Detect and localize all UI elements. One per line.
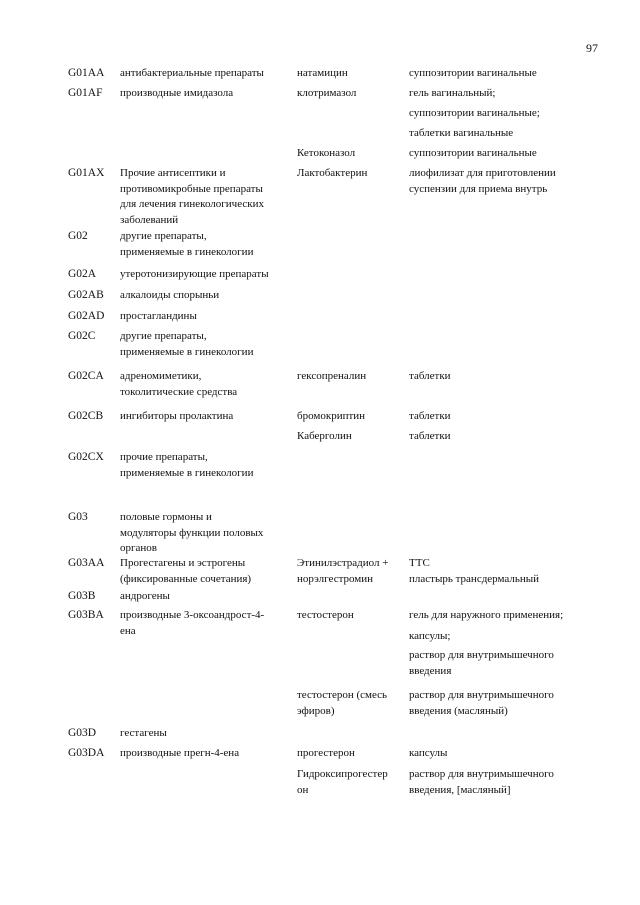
- dosage-form: суппозитории вагинальные: [409, 67, 537, 79]
- dosage-form: капсулы: [409, 747, 448, 759]
- group-name: производные имидазола: [120, 87, 234, 99]
- atc-code: G03AA: [68, 557, 105, 569]
- group-name: гестагены: [120, 727, 167, 739]
- dosage-form: таблетки: [409, 370, 451, 382]
- atc-code: G01AX: [68, 167, 105, 179]
- drug-name: Этинилэстрадиол + норэлгестромин: [297, 557, 389, 585]
- atc-code: G02: [68, 230, 88, 242]
- group-name: половые гормоны и модуляторы функции половых органов: [120, 511, 264, 554]
- group-name: прочие препараты, применяемые в гинекологии: [120, 451, 254, 479]
- drug-name: тестостерон (смесь эфиров): [297, 689, 388, 717]
- atc-code: G03DA: [68, 747, 105, 759]
- group-name: Прогестагены и эстрогены (фиксированные сочетания): [120, 557, 252, 585]
- group-name: простагландины: [120, 310, 197, 322]
- drug-name: Кетоконазол: [297, 147, 356, 159]
- dosage-form: гель для наружного применения;: [409, 609, 564, 621]
- drug-name: клотримазол: [297, 87, 357, 99]
- group-name: ингибиторы пролактина: [120, 410, 234, 422]
- dosage-form: ТТС пластырь трансдермальный: [409, 557, 540, 585]
- drug-name: Гидроксипрогестер он: [297, 768, 388, 796]
- group-name: другие препараты, применяемые в гинекологии: [120, 330, 254, 358]
- atc-code: G02AD: [68, 310, 105, 322]
- dosage-form: гель вагинальный;: [409, 87, 496, 99]
- atc-code: G02CX: [68, 451, 104, 463]
- atc-code: G02AB: [68, 289, 104, 301]
- group-name: алкалоиды спорыньи: [120, 289, 220, 301]
- atc-code: G03D: [68, 727, 97, 739]
- dosage-form: суппозитории вагинальные;: [409, 107, 540, 119]
- group-name: антибактериальные препараты: [120, 67, 264, 79]
- atc-code: G02C: [68, 330, 96, 342]
- atc-code: G01AF: [68, 87, 103, 99]
- atc-code: G02A: [68, 268, 97, 280]
- atc-code: G03B: [68, 590, 96, 602]
- group-name: адреномиметики, токолитические средства: [120, 370, 238, 398]
- group-name: производные прегн-4-ена: [120, 747, 240, 759]
- dosage-form: раствор для внутримышечного введения, [масляный]: [409, 768, 554, 796]
- group-name: утеротонизирующие препараты: [120, 268, 269, 280]
- dosage-form: суппозитории вагинальные: [409, 147, 537, 159]
- group-name: производные 3-оксоандрост-4- ена: [120, 609, 265, 637]
- page-number: 97: [586, 41, 598, 55]
- dosage-form: таблетки: [409, 430, 451, 442]
- drug-name: натамицин: [297, 67, 348, 79]
- atc-code: G03BA: [68, 609, 104, 621]
- atc-code: G02CB: [68, 410, 104, 422]
- dosage-form: таблетки вагинальные: [409, 127, 514, 139]
- drug-name: тестостерон: [297, 609, 354, 621]
- dosage-form: капсулы;: [409, 630, 451, 642]
- dosage-form: таблетки: [409, 410, 451, 422]
- dosage-form: лиофилизат для приготовлении суспензии для приема внутрь: [409, 167, 556, 195]
- atc-code: G03: [68, 511, 88, 523]
- group-name: другие препараты, применяемые в гинекологии: [120, 230, 254, 258]
- atc-code: G02CA: [68, 370, 104, 382]
- drug-name: Лактобактерин: [297, 167, 368, 179]
- drug-name: прогестерон: [297, 747, 355, 759]
- drug-name: бромокриптин: [297, 410, 366, 422]
- group-name: андрогены: [120, 590, 170, 602]
- dosage-form: раствор для внутримышечного введения: [409, 649, 554, 677]
- dosage-form: раствор для внутримышечного введения (масляный): [409, 689, 554, 717]
- group-name: Прочие антисептики и противомикробные препараты для лечения гинекологических заболеваний: [120, 167, 264, 226]
- atc-code: G01AA: [68, 67, 105, 79]
- drug-name: Каберголин: [297, 430, 352, 442]
- drug-name: гексопреналин: [297, 370, 367, 382]
